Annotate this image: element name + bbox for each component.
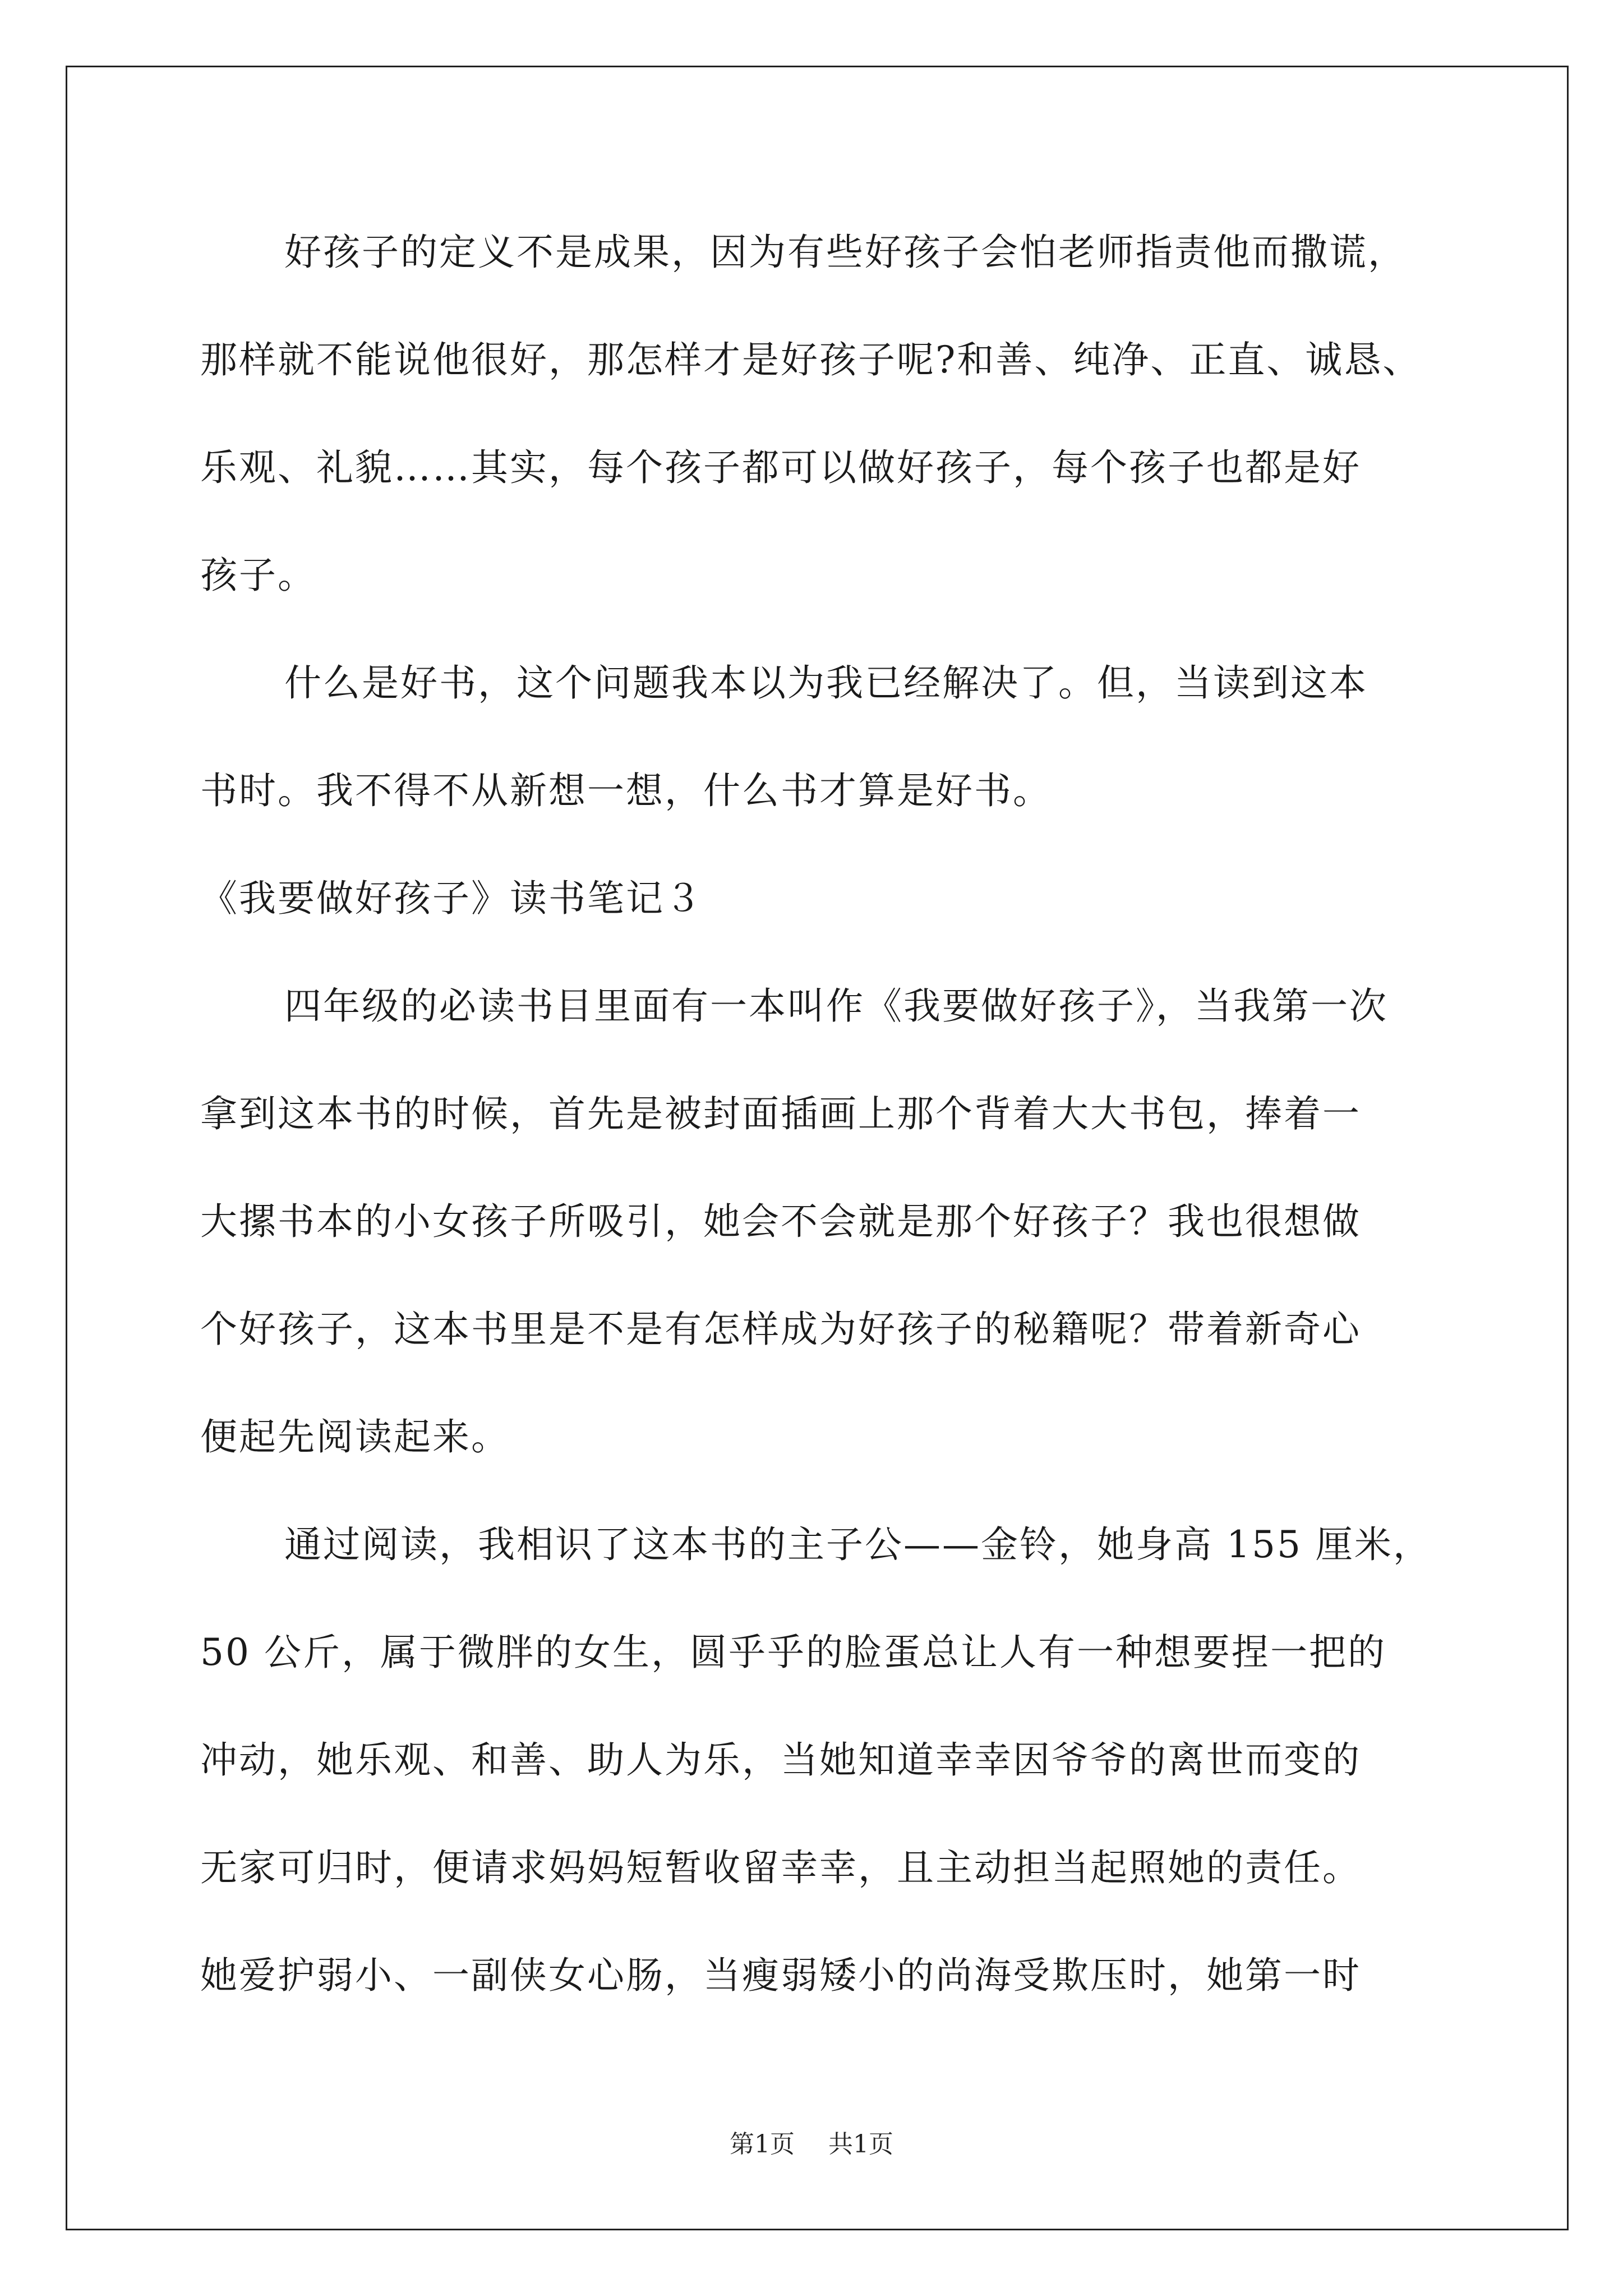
paragraph-line: 大摞书本的小女孩子所吸引，她会不会就是那个好孩子？我也很想做: [200, 1200, 1361, 1243]
paragraph-line: 什么是好书，这个问题我本以为我已经解决了。但，当读到这本: [284, 661, 1368, 705]
page-footer: [0, 2129, 1623, 2160]
page-number-total: 共1页: [828, 2130, 893, 2159]
paragraph-line: 通过阅读，我相识了这本书的主子公——金铃，她身高 155 厘米，: [284, 1523, 1432, 1566]
paragraph-line: 四年级的必读书目里面有一本叫作《我要做好孩子》，当我第一次: [284, 984, 1388, 1028]
paragraph-line: 好孩子的定义不是成果，因为有些好孩子会怕老师指责他而撒谎，: [284, 231, 1407, 274]
paragraph-line: 50 公斤，属于微胖的女生，圆乎乎的脸蛋总让人有一种想要捏一把的: [200, 1631, 1386, 1674]
paragraph-line: 个好孩子，这本书里是不是有怎样成为好孩子的秘籍呢？带着新奇心: [200, 1308, 1361, 1351]
page-number-current: 第1页: [730, 2130, 795, 2159]
paragraph-line: 拿到这本书的时候，首先是被封面插画上那个背着大大书包，捧着一: [200, 1092, 1361, 1135]
section-heading: 《我要做好孩子》读书笔记３: [200, 877, 703, 920]
paragraph-line: 便起先阅读起来。: [200, 1415, 510, 1458]
paragraph-line: 冲动，她乐观、和善、助人为乐，当她知道幸幸因爷爷的离世而变的: [200, 1738, 1361, 1782]
paragraph-line: 无家可归时，便请求妈妈短暂收留幸幸，且主动担当起照她的责任。: [200, 1846, 1361, 1889]
paragraph-line: 书时。我不得不从新想一想，什么书才算是好书。: [200, 769, 1052, 812]
paragraph-line: 孩子。: [200, 554, 316, 597]
page-border: [66, 66, 1569, 2230]
paragraph-line: 她爱护弱小、一副侠女心肠，当瘦弱矮小的尚海受欺压时，她第一时: [200, 1954, 1361, 1997]
paragraph-line: 那样就不能说他很好，那怎样才是好孩子呢?和善、纯净、正直、诚恳、: [200, 338, 1422, 381]
paragraph-line: 乐观、礼貌……其实，每个孩子都可以做好孩子，每个孩子也都是好: [200, 446, 1361, 489]
